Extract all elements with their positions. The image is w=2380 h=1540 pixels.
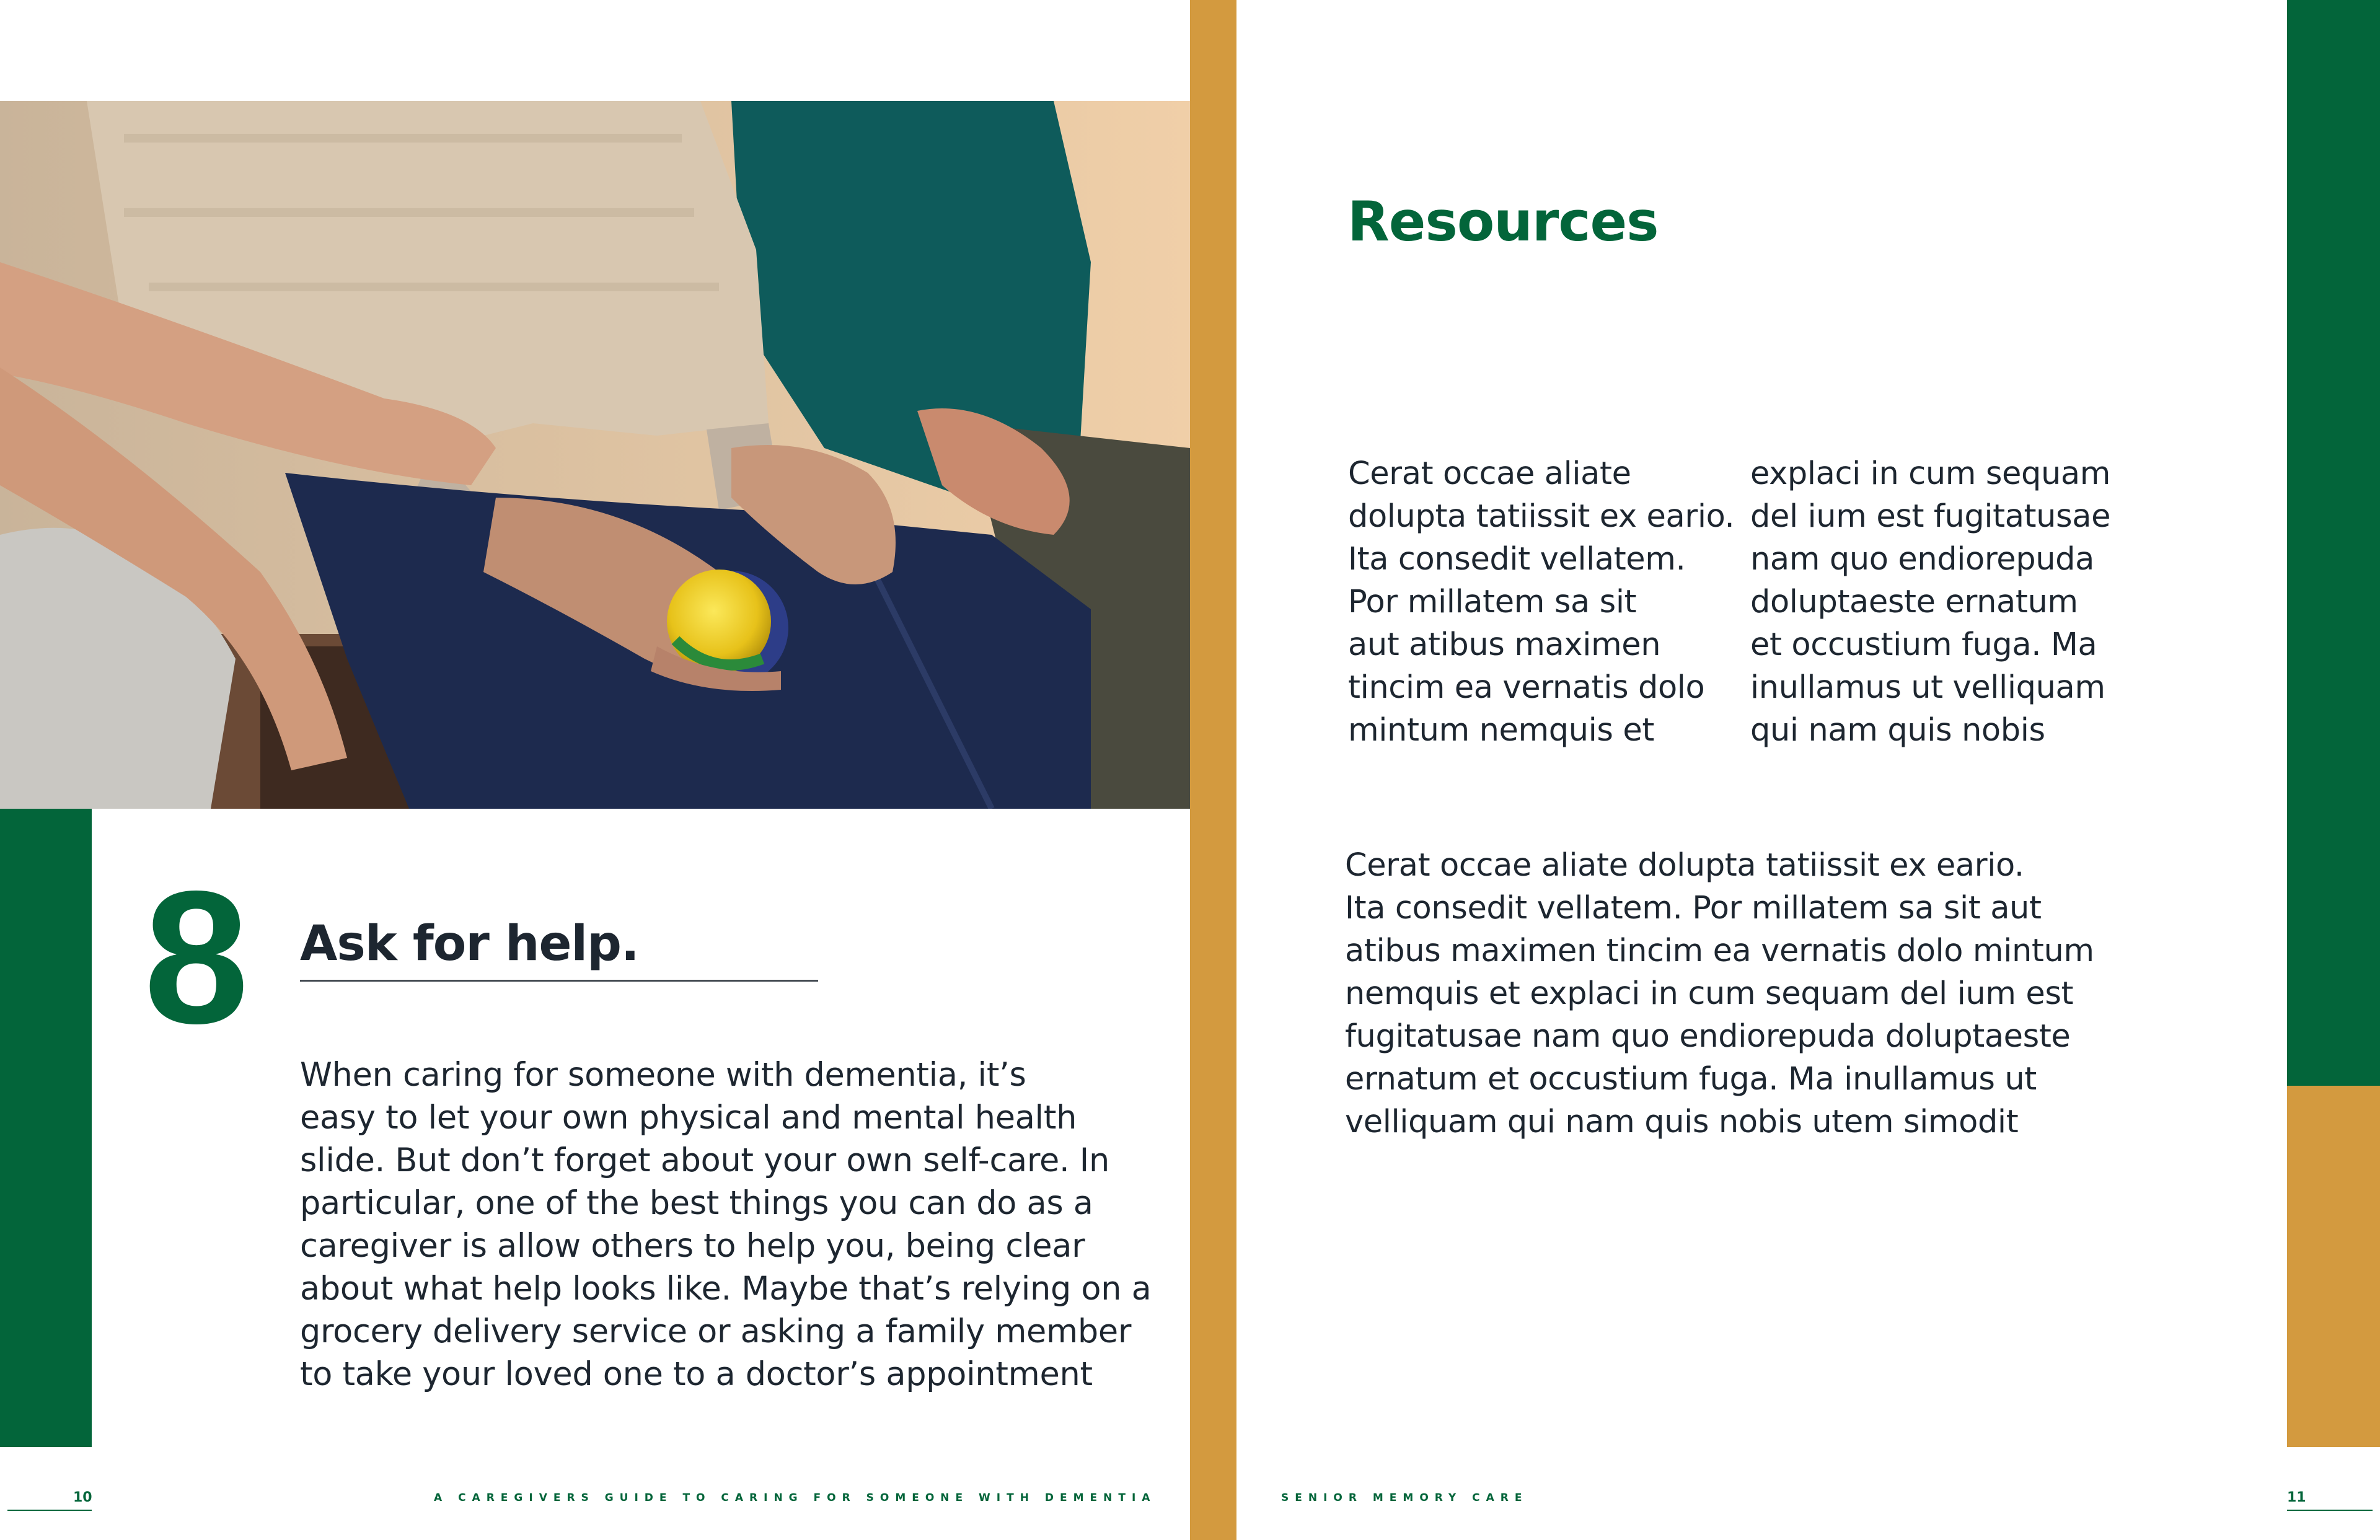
column-line: qui nam quis nobis <box>1750 712 2045 749</box>
resources-title: Resources <box>1347 190 1659 253</box>
left-accent-bar <box>0 809 92 1447</box>
page-number-left: 10 <box>73 1490 92 1505</box>
section-title: Ask for help. <box>300 916 639 972</box>
page-number-left-rule <box>7 1510 92 1511</box>
body-line: grocery delivery service or asking a family member <box>300 1313 1132 1350</box>
column-line: mintum nemquis et <box>1348 712 1654 749</box>
column-line: et occustium fuga. Ma <box>1750 627 2097 663</box>
running-title-left: A CAREGIVERS GUIDE TO CARING FOR SOMEONE WITH DEMENTIA <box>434 1492 1157 1504</box>
resources-column-left <box>1348 452 1745 752</box>
column-line: tincim ea vernatis dolo <box>1348 669 1705 706</box>
section-number: 8 <box>144 851 245 1063</box>
column-line: Por millatem sa sit <box>1348 584 1637 620</box>
title-underline <box>300 980 818 982</box>
cover-photo <box>0 101 1190 809</box>
paragraph-line: Ita consedit vellatem. Por millatem sa sit aut <box>1345 890 2042 926</box>
body-line: easy to let your own physical and mental health <box>300 1099 1077 1137</box>
body-line: to take your loved one to a doctor’s appointment <box>300 1355 1093 1393</box>
body-line: slide. But don’t forget about your own self-care. In <box>300 1142 1109 1179</box>
book-spine-divider <box>1190 0 1236 1540</box>
running-title-right: SENIOR MEMORY CARE <box>1281 1492 1528 1504</box>
paragraph-line: velliquam qui nam quis nobis utem simodit <box>1345 1104 2019 1140</box>
column-line: aut atibus maximen <box>1348 627 1661 663</box>
column-line: explaci in cum sequam <box>1750 455 2111 492</box>
page-number-right-rule <box>2287 1510 2373 1511</box>
body-line: particular, one of the best things you can do as a <box>300 1184 1093 1222</box>
resources-paragraph <box>1345 844 2138 1143</box>
body-line: When caring for someone with dementia, it’s <box>300 1056 1026 1094</box>
paragraph-line: nemquis et explaci in cum sequam del ium est <box>1345 975 2074 1012</box>
column-line: Ita consedit vellatem. <box>1348 541 1686 578</box>
column-line: dolupta tatiissit ex eario. <box>1348 498 1735 535</box>
paragraph-line: atibus maximen tincim ea vernatis dolo mintum <box>1345 933 2094 969</box>
page-number-right: 11 <box>2287 1490 2306 1505</box>
body-line: about what help looks like. Maybe that’s relying on a <box>300 1270 1152 1308</box>
photo-illustration <box>0 101 1190 809</box>
right-accent-bar-gold <box>2287 1086 2380 1447</box>
paragraph-line: ernatum et occustium fuga. Ma inullamus ut <box>1345 1061 2037 1098</box>
resources-column-right <box>1750 452 2147 752</box>
paragraph-line: fugitatusae nam quo endiorepuda doluptaeste <box>1345 1018 2071 1055</box>
column-line: doluptaeste ernatum <box>1750 584 2078 620</box>
column-line: del ium est fugitatusae <box>1750 498 2111 535</box>
body-line: caregiver is allow others to help you, being clear <box>300 1227 1085 1265</box>
column-line: nam quo endiorepuda <box>1750 541 2094 578</box>
column-line: Cerat occae aliate <box>1348 455 1631 492</box>
paragraph-line: Cerat occae aliate dolupta tatiissit ex eario. <box>1345 847 2024 884</box>
right-accent-bar-green <box>2287 0 2380 1086</box>
column-line: inullamus ut velliquam <box>1750 669 2105 706</box>
left-body-text <box>300 1054 1152 1396</box>
